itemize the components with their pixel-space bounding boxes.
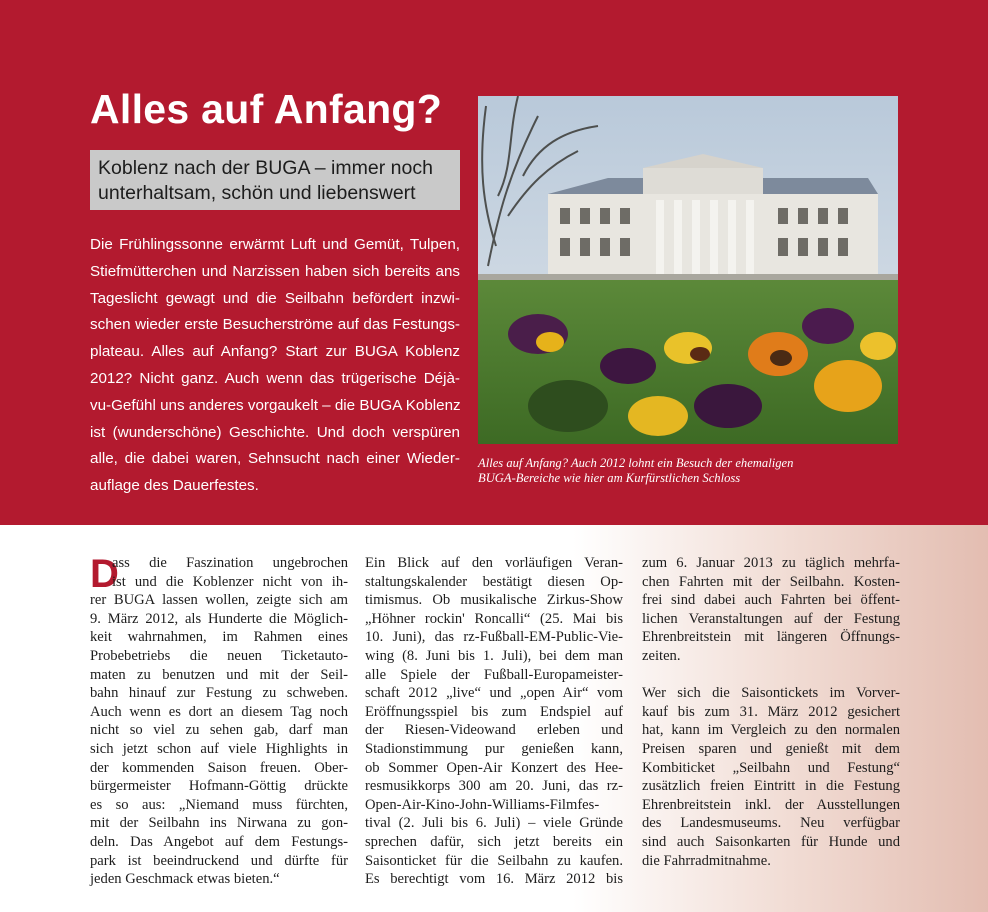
intro-paragraph <box>90 232 460 500</box>
article-line: Ehrenbreitstein mit längeren Öffnungs- <box>642 629 900 646</box>
intro-line: ist (wunderschöne) Geschichte. Und doch verspüren <box>90 423 460 441</box>
article-line: maten zu benutzen und mit der Seil- <box>90 666 348 683</box>
article-line: ass die Faszination ungebrochen <box>112 555 348 571</box>
article-line: wing (8. Juni bis 1. Juli), bei dem man <box>365 647 623 664</box>
article-line: Stadionstimmung pur genießen kann, <box>365 740 623 757</box>
intro-line: alle, die dabei waren, Sehnsucht nach einer Wieder- <box>90 450 460 468</box>
article-line: die Fahrradmitnahme. <box>642 852 771 869</box>
article-line: Open-Air-Kino-John-Williams-Filmfes- <box>365 796 600 813</box>
article-line: ist und die Koblenzer nicht von ih- <box>112 573 348 590</box>
castle-photo <box>478 96 898 444</box>
intro-line: Tageslicht gewagt und die Seilbahn befördert inzwi- <box>90 289 460 307</box>
article-line: Probebetriebs die neuen Ticketauto- <box>90 647 348 664</box>
photo-caption <box>478 456 898 486</box>
article-line: des Landesmuseums. Neu verfügbar <box>642 815 900 832</box>
article-line: „Höhner rockin' Roncalli“ (25. Mai bis <box>365 610 623 627</box>
intro-line: 2012? Nicht ganz. Auch wenn das trügerische Déjà- <box>90 369 460 387</box>
article-line: sich jetzt schon auf viele Highlights in <box>90 740 348 757</box>
article-line: rer BUGA lassen wollen, zeigte sich am <box>90 592 348 609</box>
article-line: 9. März 2012, als Hunderte die Möglich- <box>90 610 348 627</box>
article-line: Wer sich die Saisontickets im Vorver- <box>642 685 900 702</box>
article-line: timismus. Ob musikalische Zirkus-Show <box>365 592 623 609</box>
article-line: hat, kann im Vergleich zu den normalen <box>642 722 900 739</box>
article-line: Kombiticket „Seilbahn und Festung“ <box>642 759 900 776</box>
article-line: schaft 2012 „live“ und „open Air“ vom <box>365 685 623 702</box>
drop-cap: D <box>90 552 119 596</box>
article-line: es so aus: „Niemand muss fürchten, <box>90 796 348 813</box>
paragraph-gap <box>642 666 900 685</box>
intro-line: plateau. Alles auf Anfang? Start zur BUGA Koblenz <box>90 343 460 361</box>
article-line: Eröffnungsspiel bis zum Endspiel auf <box>365 703 623 720</box>
article-line: der kommenden Saison freuen. Ober- <box>90 759 348 776</box>
article-column-2 <box>365 554 623 889</box>
article-line: alle Spiele der Fußball-Europameister- <box>365 666 623 683</box>
article-line: zeiten. <box>642 647 681 664</box>
intro-line: auflage des Dauerfestes. <box>90 477 259 495</box>
caption-line: BUGA-Bereiche wie hier am Kurfürstlichen Schloss <box>478 471 741 485</box>
article-line: keit wahrnahmen, im Rahmen eines <box>90 629 348 646</box>
intro-line: Stiefmütterchen und Narzissen haben sich bereits ans <box>90 262 460 280</box>
article-line: frei sind dabei auch Fahrten bei öffent- <box>642 592 900 609</box>
subtitle-line: unterhaltsam, schön und liebenswert <box>98 182 416 204</box>
article-line: staltungskalender bestätigt diesen Op- <box>365 573 623 590</box>
article-line: der Riesen-Videowand erleben und <box>365 722 623 739</box>
article-column-1 <box>90 554 348 889</box>
intro-line: Die Frühlingssonne erwärmt Luft und Gemüt, Tulpen, <box>90 236 460 253</box>
article-line: lichen Veranstaltungen auf der Festung <box>642 610 900 627</box>
page-title: Alles auf Anfang? <box>90 86 443 132</box>
article-line: zusätzlich freien Eintritt in die Festung <box>642 778 900 795</box>
subtitle-line: Koblenz nach der BUGA – immer noch <box>98 157 433 179</box>
article-line: mit der Seilbahn ins Nirwana zu gon- <box>90 815 348 832</box>
article-line: Saisonticket für die Seilbahn zu kaufen. <box>365 852 623 869</box>
subtitle-box <box>90 150 460 210</box>
intro-line: vu-Gefühl uns anderes vorgaukelt – die BUGA Koblenz <box>90 396 461 414</box>
article-line: Auch wenn es dort an diesem Tag noch <box>90 703 348 720</box>
article-line: Preisen sparen und genießt mit dem <box>642 740 900 757</box>
article-line: ob Sommer Open-Air Konzert des Hee- <box>365 759 623 776</box>
article-line: jeden Geschmack etwas bieten.“ <box>90 871 280 888</box>
article-line: Es berechtigt vom 16. März 2012 bis <box>365 871 623 888</box>
article-line: tival (2. Juli bis 6. Juli) – viele Gründe <box>365 815 623 832</box>
article-line: Ein Blick auf den vorläufigen Veran- <box>365 555 623 571</box>
article-line: bahn hinauf zur Festung zu schweben. <box>90 685 348 702</box>
castle-photo-illustration <box>478 96 898 444</box>
article-line: sind auch Saisonkarten für Hunde und <box>642 833 900 850</box>
article-column-3 <box>642 554 900 870</box>
article-line: deln. Das Angebot auf dem Festungs- <box>90 833 348 850</box>
intro-line: schen wieder erste Besucherströme auf das Festungs- <box>90 316 460 334</box>
article-line: chen Fahrten mit der Seilbahn. Kosten- <box>642 573 900 590</box>
article-line: 10. Juni), das rz-Fußball-EM-Public-Vie- <box>365 629 623 646</box>
article-line: Ehrenbreitstein inkl. der Ausstellungen <box>642 796 900 813</box>
article-line: kauf bis zum 31. März 2012 gesichert <box>642 703 900 720</box>
article-line: bürgermeister Hofmann-Göttig drückte <box>90 778 348 795</box>
article-line: nicht so viel zu sehen gab, darf man <box>90 722 348 739</box>
article-line: zum 6. Januar 2013 zu täglich mehrfa- <box>642 555 900 571</box>
article-line: park ist beeindruckend und dürfte für <box>90 852 348 869</box>
article-line: resmusikkorps 300 am 20. Juni, das rz- <box>365 778 623 795</box>
caption-line: Alles auf Anfang? Auch 2012 lohnt ein Besuch der ehemaligen <box>478 456 794 470</box>
article-line: sprechen dafür, sich jetzt bereits ein <box>365 833 623 850</box>
